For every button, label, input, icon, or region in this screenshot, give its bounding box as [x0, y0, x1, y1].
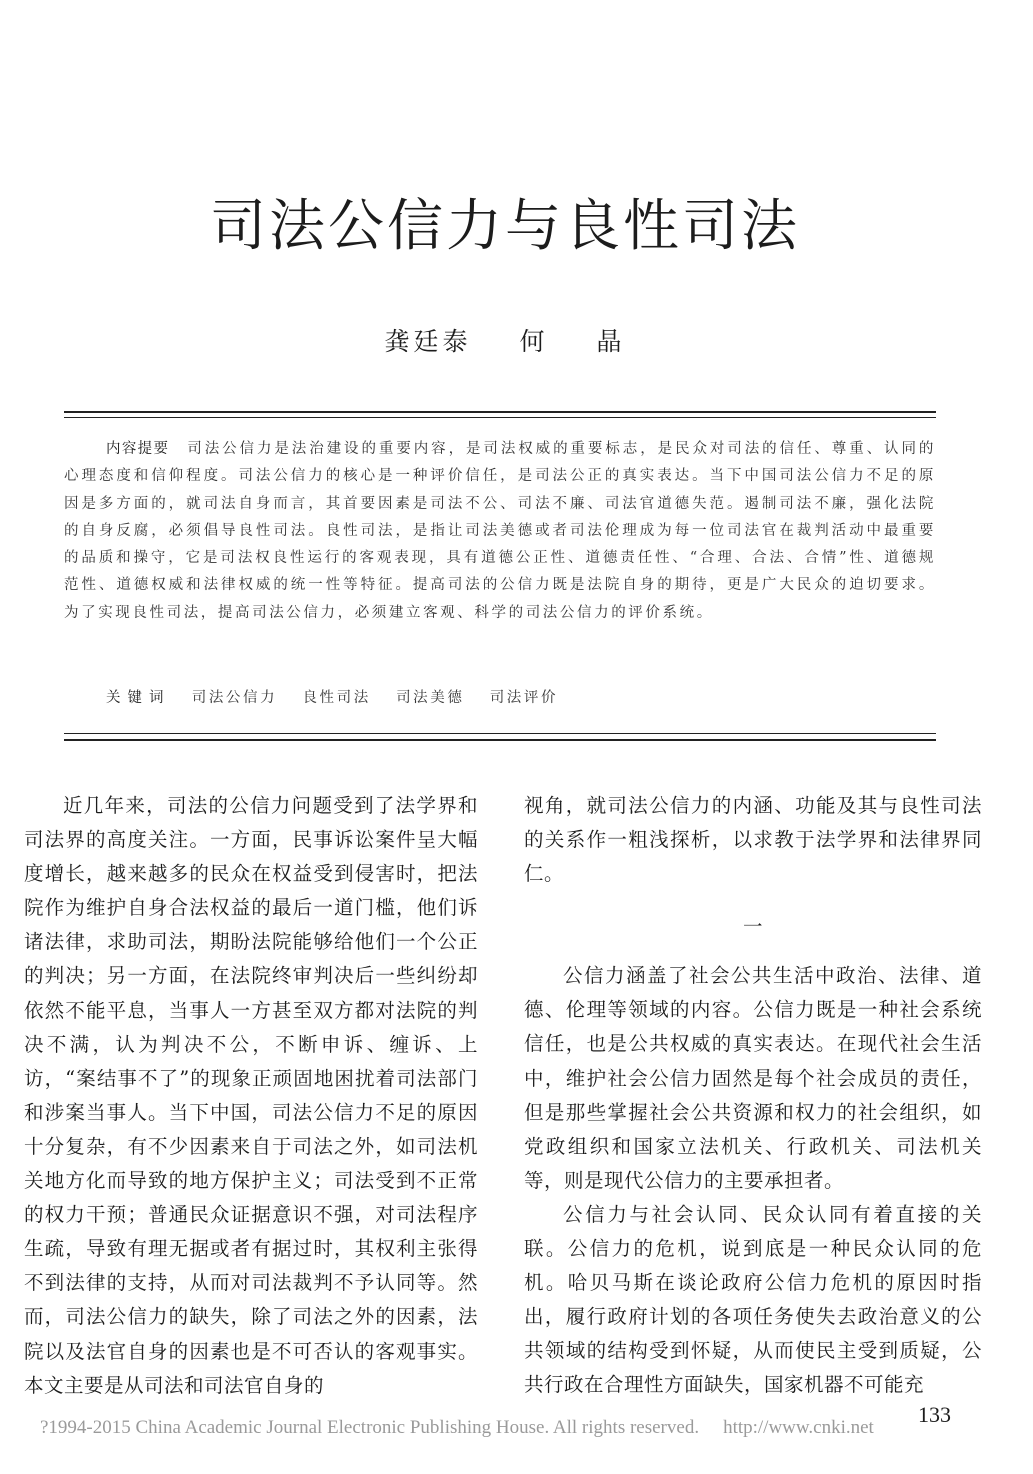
article-title: 司法公信力与良性司法 — [210, 194, 800, 259]
keywords — [106, 686, 936, 710]
copyright-footer — [40, 1416, 1015, 1440]
body-paragraph: 公信力与社会认同、民众认同有着直接的关联。公信力的危机，说到底是一种民众认同的危机。哈贝马斯在谈论政府公信力危机的原因时指出，履行政府计划的各项任务使失去政治意义的公共领域的结构受到怀疑，从而使民主受到质疑，公共行政在合理性方面缺失，国家机器不可能充 — [524, 1202, 982, 1397]
keyword: 司法评价 — [489, 690, 559, 706]
top-rule-outer — [64, 411, 936, 413]
top-rule-inner — [64, 417, 936, 418]
section-number: 一 — [742, 915, 763, 939]
page-number: 133 — [918, 1402, 951, 1427]
bottom-rule-inner — [64, 733, 936, 734]
abstract-text: 司法公信力是法治建设的重要内容，是司法权威的重要标志，是民众对司法的信任、尊重、认同的心理态度和信仰程度。司法公信力的核心是一种评价信任，是司法公正的真实表达。当下中国司法公信力不足的原因是多方面的，就司法自身而言，其首要因素是司法不公、司法不廉、司法官道德失范。遏制司法不廉，强化法院的自身反腐，必须倡导良性司法。良性司法，是指让司法美德或者司法伦理成为每一位司法官在裁判活动中最重要的品质和操守，它是司法权良性运行的客观表现，具有道德公正性、道德责任性、“合理、合法、合情”性、道德规范性、道德权威和法律权威的统一性等特征。提高司法的公信力既是法院自身的期待，更是广大民众的迫切要求。为了实现良性司法，提高司法公信力，必须建立客观、科学的司法公信力的评价系统。 — [64, 441, 937, 621]
keywords-label: 关键词 — [106, 690, 171, 706]
keyword: 司法美德 — [396, 690, 465, 706]
author-name: 何 — [519, 327, 549, 356]
author-name: 龚廷泰 — [384, 327, 472, 356]
body-paragraph: 近几年来，司法的公信力问题受到了法学界和司法界的高度关注。一方面，民事诉讼案件呈大幅度增长，越来越多的民众在权益受到侵害时，把法院作为维护自身合法权益的最后一道门槛，他们诉诸法律，求助司法，期盼法院能够给他们一个公正的判决；另一方面，在法院终审判决后一些纠纷却依然不能平息，当事人一方甚至双方都对法院的判决不满，认为判决不公，不断申诉、缠诉、上访，“案结事不了”的现象正顽固地困扰着司法部门和涉案当事人。当下中国，司法公信力不足的原因十分复杂，有不少因素来自于司法之外，如司法机关地方化而导致的地方保护主义；司法受到不正常的权力干预；普通民众证据意识不强，对司法程序生疏，导致有理无据或者有据过时，其权利主张得不到法律的支持，从而对司法裁判不予认同等。然而，司法公信力的缺失，除了司法之外的因素，法院以及法官自身的因素也是不可否认的客观事实。本文主要是从司法和司法官自身的 — [24, 794, 478, 1397]
body-paragraph: 公信力涵盖了社会公共生活中政治、法律、道德、伦理等领域的内容。公信力既是一种社会系统信任，也是公共权威的真实表达。在现代社会生活中，维护社会公信力固然是每个社会成员的责任，但是那些掌握社会公共资源和权力的社会组织，如党政组织和国家立法机关、行政机关、司法机关等，则是现代公信力的主要承担者。 — [524, 964, 982, 1192]
author-name: 晶 — [596, 327, 626, 356]
body-paragraph-continuation: 视角，就司法公信力的内涵、功能及其与良性司法的关系作一粗浅探析，以求教于法学界和法律界同仁。 — [524, 794, 982, 886]
abstract-label: 内容提要 — [106, 441, 170, 457]
footer-url: http://www.cnki.net — [723, 1417, 874, 1438]
copyright-text: ?1994-2015 China Academic Journal Electronic Publishing House. All rights reserved. — [40, 1417, 700, 1438]
body-column-left — [24, 789, 478, 1403]
keyword: 司法公信力 — [191, 690, 278, 706]
bottom-rule-outer — [64, 739, 936, 741]
abstract — [64, 436, 936, 627]
keyword: 良性司法 — [302, 690, 371, 706]
author-line — [0, 324, 1010, 360]
body-column-right — [524, 789, 982, 1403]
